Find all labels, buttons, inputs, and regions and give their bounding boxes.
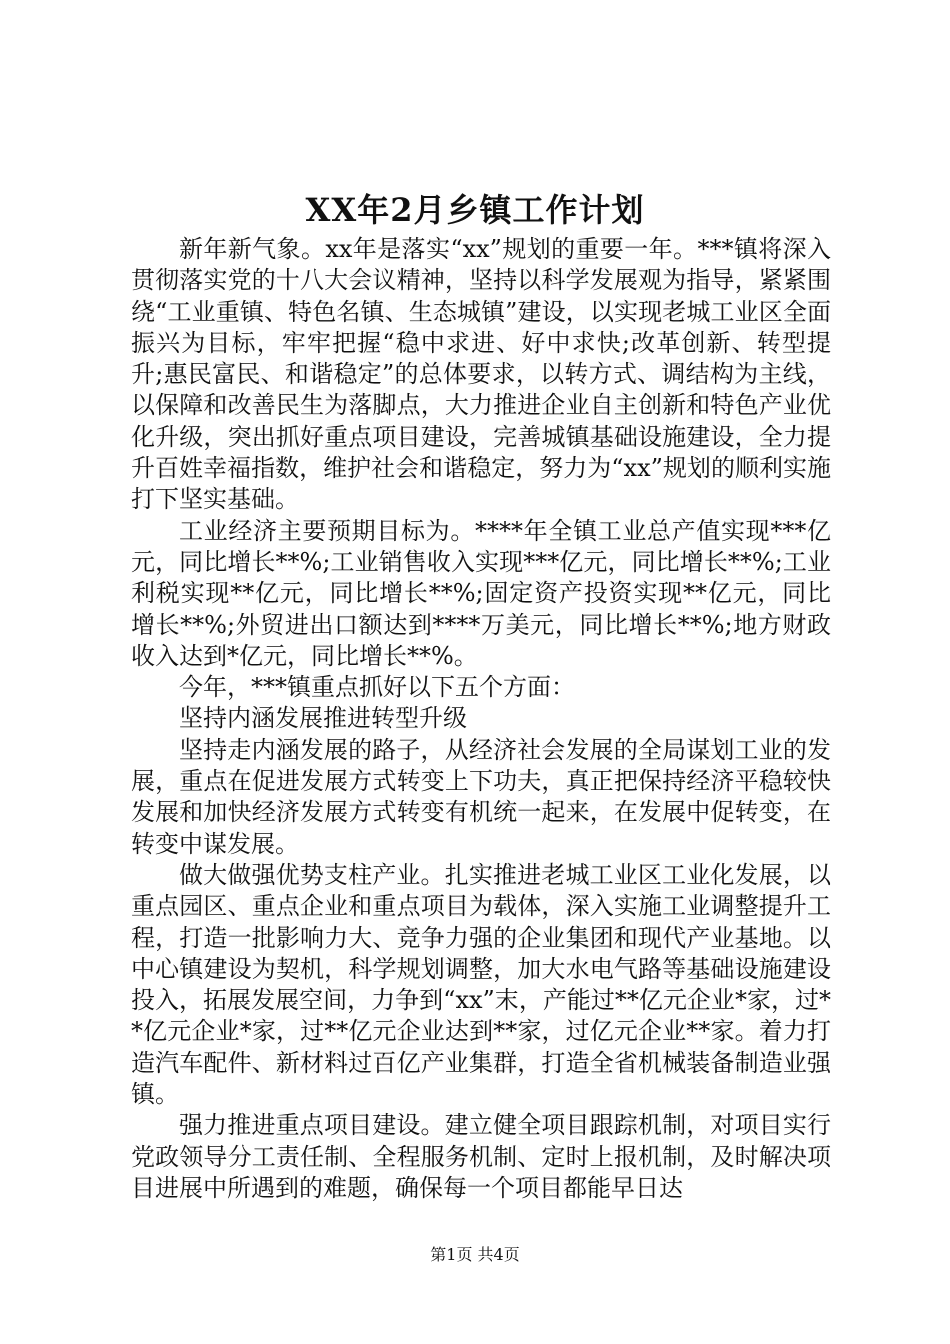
- paragraph-industry: 做大做强优势支柱产业。扎实推进老城工业区工业化发展，以重点园区、重点企业和重点项目为载体，深入实施工业调整提升工程，打造一批影响力大、竞争力强的企业集团和现代产业基地。以中心镇建设为契机，科学规划调整，加大水电气路等基础设施建设投入，拓展发展空间，力争到“xx”末，产能过**亿元企业*家，过**亿元企业*家，过**亿元企业达到**家，过亿元企业**家。着力打造汽车配件、新材料过百亿产业集群，打造全省机械装备制造业强镇。: [131, 860, 831, 1109]
- paragraph-focus: 今年，***镇重点抓好以下五个方面：: [179, 673, 575, 702]
- page-footer: 第1页 共4页: [430, 1245, 520, 1264]
- document-body: [131, 234, 831, 1204]
- paragraph-intro: 新年新气象。xx年是落实“xx”规划的重要一年。***镇将深入贯彻落实党的十八大会议精神，坚持以科学发展观为指导，紧紧围绕“工业重镇、特色名镇、生态城镇”建设，以实现老城工业区全面振兴为目标，牢牢把握“稳中求进、好中求快;改革创新、转型提升;惠民富民、和谐稳定”的总体要求，以转方式、调结构为主线，以保障和改善民生为落脚点，大力推进企业自主创新和特色产业优化升级，突出抓好重点项目建设，完善城镇基础设施建设，全力提升百姓幸福指数，维护社会和谐稳定，努力为“xx”规划的顺利实施打下坚实基础。: [131, 235, 831, 514]
- section-heading: 坚持内涵发展推进转型升级: [179, 704, 467, 733]
- paragraph-targets: 工业经济主要预期目标为。****年全镇工业总产值实现***亿元，同比增长**%;工业销售收入实现***亿元，同比增长**%;工业利税实现**亿元，同比增长**%;固定资产投资实现**亿元，同比增长**%;外贸进出口额达到****万美元，同比增长**%;地方财政收入达到*亿元，同比增长**%。: [131, 516, 831, 670]
- paragraph-projects: 强力推进重点项目建设。建立健全项目跟踪机制，对项目实行党政领导分工责任制、全程服务机制、定时上报机制，及时解决项目进展中所遇到的难题，确保每一个项目都能早日达: [131, 1111, 831, 1202]
- paragraph-connotation: 坚持走内涵发展的路子，从经济社会发展的全局谋划工业的发展，重点在促进发展方式转变上下功夫，真正把保持经济平稳较快发展和加快经济发展方式转变有机统一起来，在发展中促转变，在转变中谋发展。: [131, 735, 831, 858]
- document-title: XX年2月乡镇工作计划: [305, 191, 645, 229]
